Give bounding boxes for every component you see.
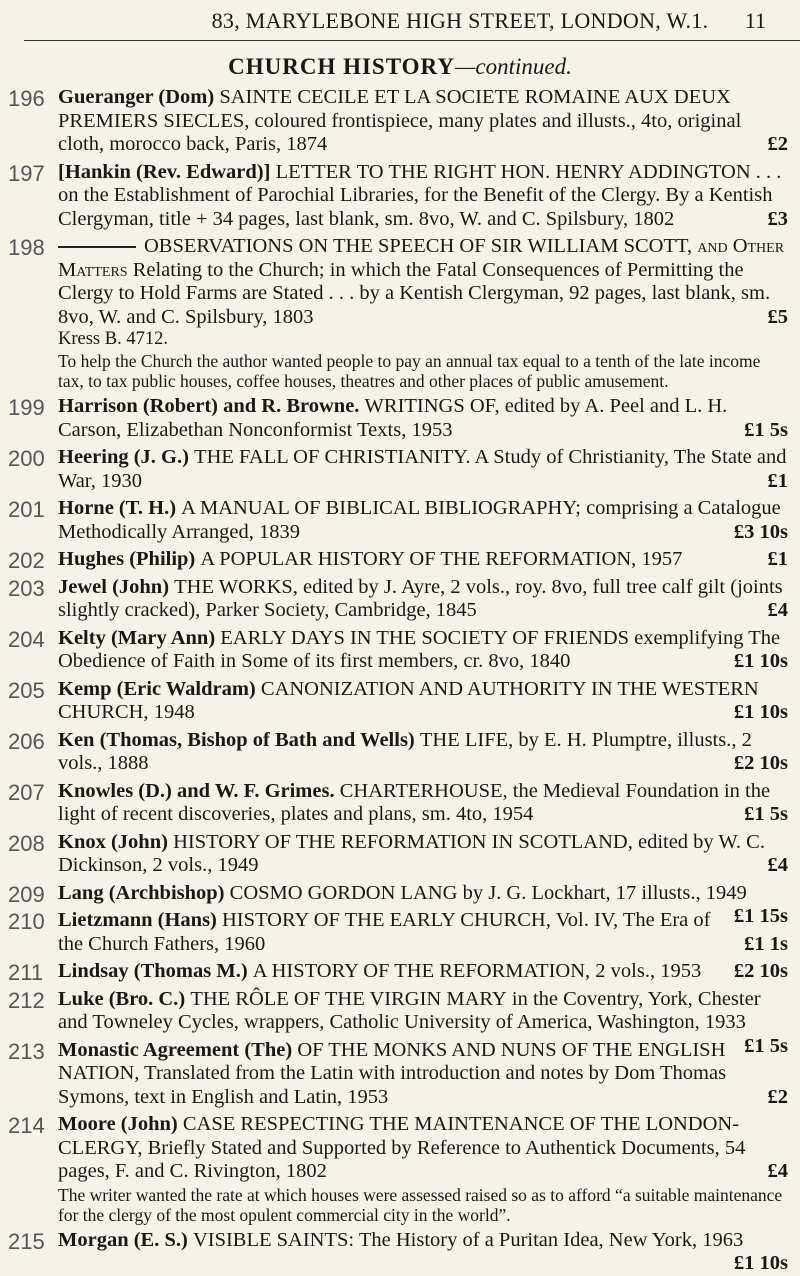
- entry-description: on the Establishment of Parochial Libraries, for the Benefit of the Clergy. By a Kentish Clergyman, title + 34 pages, last blank, sm. 8vo, W. and C. Spilsbury, 1802: [58, 184, 773, 230]
- section-title: [0, 54, 800, 80]
- entry-title: THE FALL OF CHRISTIANITY.: [194, 446, 471, 468]
- entry-description: edited by W. C. Dickinson, 2 vols., 1949: [58, 830, 765, 876]
- entry-body: [58, 831, 788, 878]
- section-title-suffix: —continued.: [454, 54, 572, 79]
- entry-number: 196: [8, 86, 45, 111]
- entry-number: 209: [8, 881, 45, 907]
- entry-author: Lindsay (Thomas M.): [58, 960, 248, 982]
- entry-description: 2 vols., 1953: [590, 960, 702, 982]
- entry-title: LETTER TO THE RIGHT HON. HENRY ADDINGTON . . .: [275, 160, 782, 183]
- entry-author: Lang (Archbishop): [58, 881, 225, 904]
- entry-author: Ken (Thomas, Bishop of Bath and Wells): [58, 728, 415, 751]
- entry-price: £2 10s: [733, 960, 788, 982]
- entry-title: THE RÔLE OF THE VIRGIN MARY: [190, 987, 507, 1010]
- catalogue-entry: [0, 627, 800, 674]
- entry-reference: Kress B. 4712.: [58, 329, 168, 349]
- entry-description: The History of a Puritan Idea, New York, 1963: [354, 1228, 744, 1251]
- entry-author: Gueranger (Dom): [58, 86, 215, 108]
- catalogue-entry: [0, 235, 800, 391]
- entry-text: [58, 960, 788, 984]
- entry-title: COSMO GORDON LANG: [229, 881, 458, 904]
- catalogue-entry: [0, 1039, 800, 1110]
- entry-author: Kemp (Eric Waldram): [58, 677, 256, 700]
- entry-description: coloured frontispiece, many plates and illusts., 4to, original cloth, morocco back, Paris, 1874: [58, 109, 742, 155]
- entry-title: EARLY DAYS IN THE SOCIETY OF FRIENDS: [220, 626, 630, 649]
- entry-number: 207: [8, 779, 45, 805]
- entry-title: CANONIZATION AND AUTHORITY IN THE WESTERN CHURCH,: [58, 677, 759, 723]
- entry-description: by J. G. Lockhart, 17 illusts., 1949: [457, 881, 747, 904]
- entry-text: [58, 86, 788, 157]
- entry-note: To help the Church the author wanted people to pay an annual tax equal to a tenth of the late income tax, to tax public houses, coffee houses, theatres and other places of public amusement.: [58, 351, 761, 391]
- entry-title: CASE RESPECTING THE MAINTENANCE OF THE LONDON-CLERGY,: [58, 1113, 740, 1159]
- entry-title: THE WORKS,: [174, 575, 298, 598]
- page-number: 11: [744, 8, 766, 33]
- entry-text: [58, 548, 788, 572]
- shop-address: 83, MARYLEBONE HIGH STREET, LONDON, W.1.: [211, 8, 709, 33]
- entry-body: [58, 86, 788, 157]
- entry-author: Kelty (Mary Ann): [58, 626, 216, 649]
- entry-title: OF THE MONKS AND NUNS OF THE ENGLISH NATION,: [58, 1038, 726, 1084]
- entry-price: £1 10s: [733, 1252, 788, 1274]
- entry-description: Translated from the Latin with introduction and notes by Dom Thomas Symons, text in English and Latin, 1953: [58, 1062, 727, 1108]
- entry-author: Luke (Bro. C.): [58, 987, 186, 1010]
- entry-author: Harrison (Robert) and R. Browne.: [58, 395, 360, 417]
- entry-body: [58, 446, 788, 493]
- entry-number: 213: [8, 1038, 45, 1064]
- entry-body: [58, 960, 788, 984]
- entry-description: A Study of Christianity, The State and War, 1930: [58, 446, 787, 492]
- entry-price: £1 5s: [744, 803, 788, 825]
- entry-body: [58, 729, 788, 776]
- same-author-dash: [58, 246, 136, 248]
- entry-author: [Hankin (Rev. Edward)]: [58, 160, 271, 183]
- entry-number: 215: [8, 1228, 45, 1254]
- entry-description: Briefly Stated and Supported by Reference to Authentick Documents, 54 pages, F. and C. Rivington, 1802: [58, 1136, 746, 1182]
- entry-author: Moore (John): [58, 1113, 178, 1135]
- entry-body: [58, 548, 788, 572]
- entry-author: Knox (John): [58, 830, 168, 853]
- entry-title: HISTORY OF THE EARLY CHURCH,: [222, 909, 551, 931]
- entry-text: [58, 1228, 788, 1274]
- entry-author: Jewel (John): [58, 575, 170, 598]
- entry-author: Hughes (Philip): [58, 548, 196, 570]
- entry-price: £1 1s: [744, 932, 788, 955]
- entry-price: £1: [767, 548, 788, 570]
- entry-number: 203: [8, 575, 45, 601]
- entry-number: 204: [8, 626, 45, 652]
- entry-title: OBSERVATIONS ON THE SPEECH OF SIR WILLIAM SCOTT, and Other Matters: [58, 235, 785, 281]
- entry-title: A MANUAL OF BIBLICAL BIBLIOGRAPHY;: [181, 497, 581, 519]
- entry-description: 1948: [148, 701, 195, 723]
- entry-note: The writer wanted the rate at which houses were assessed raised so as to afford “a suitable maintenance for the clergy of the most opulent commercial city in the world”.: [58, 1184, 783, 1225]
- entry-price: £1 5s: [744, 418, 788, 441]
- entry-text: [58, 1113, 788, 1184]
- entry-text: [58, 497, 788, 544]
- entry-description: comprising a Catalogue Methodically Arranged, 1839: [58, 497, 781, 543]
- entry-author: Monastic Agreement (The): [58, 1038, 293, 1061]
- entry-description: in the Coventry, York, Chester and Towneley Cycles, wrappers, Catholic University of America, Washington, 1933: [58, 987, 761, 1033]
- entry-body: [58, 627, 788, 674]
- header-rule: [24, 40, 800, 41]
- entry-number: 200: [8, 446, 45, 471]
- catalogue-entry: [0, 1113, 800, 1225]
- catalogue-entry: [0, 780, 800, 827]
- entry-price: £2 10s: [733, 752, 788, 774]
- entry-body: [58, 909, 788, 956]
- entry-price: £1 10s: [733, 650, 788, 672]
- entry-price: £1 15s: [733, 905, 788, 927]
- catalogue-entry: [0, 678, 800, 725]
- entry-price: £2: [767, 133, 788, 155]
- entry-body: [58, 678, 788, 725]
- entry-number: 206: [8, 728, 45, 754]
- entry-number: 212: [8, 987, 45, 1013]
- entry-text: [58, 678, 788, 725]
- entry-title: HISTORY OF THE REFORMATION IN SCOTLAND,: [173, 830, 633, 853]
- entry-price: £5: [767, 305, 788, 328]
- entry-text: [58, 627, 788, 674]
- entry-price: £1: [767, 469, 788, 492]
- entry-description: Relating to the Church; in which the Fatal Consequences of Permitting the Clergy to Hold Farms are Stated . . . by a Kentish Clergyman, 92 pages, last blank, sm. 8vo, W. and C. Spilsbury, 1803: [58, 258, 771, 328]
- entry-number: 208: [8, 830, 45, 856]
- entry-price: £1 5s: [744, 1034, 788, 1057]
- entry-text: [58, 161, 788, 232]
- catalogue-entry: [0, 161, 800, 232]
- entry-number: 198: [8, 235, 45, 260]
- entry-title: CHARTERHOUSE,: [339, 779, 508, 802]
- entry-body: [58, 780, 788, 827]
- entry-text: [58, 729, 788, 776]
- entry-list: [0, 86, 800, 1276]
- entry-description: edited by A. Peel and L. H. Carson, Elizabethan Nonconformist Texts, 1953: [58, 395, 728, 441]
- section-title-text: CHURCH HISTORY: [228, 54, 455, 79]
- page-header: [0, 4, 800, 44]
- entry-number: 211: [8, 960, 44, 985]
- entry-price: £4: [767, 599, 788, 621]
- entry-body: [58, 1228, 788, 1274]
- entry-price: £3 10s: [733, 520, 788, 543]
- entry-number: 214: [8, 1113, 45, 1138]
- entry-text: [58, 831, 788, 878]
- entry-price: £4: [767, 1160, 788, 1182]
- entry-text: [58, 780, 788, 827]
- entry-price: £3: [767, 207, 788, 230]
- catalogue-entry: [0, 548, 800, 572]
- catalogue-entry: [0, 909, 800, 956]
- entry-author: Morgan (E. S.): [58, 1228, 188, 1251]
- entry-title: A POPULAR HISTORY OF THE REFORMATION,: [200, 548, 637, 570]
- entry-number: 197: [8, 160, 45, 186]
- catalogue-entry: [0, 576, 800, 623]
- entry-description: Vol. IV, The Era of the Church Fathers, 1960: [58, 909, 711, 955]
- entry-title: A HISTORY OF THE REFORMATION,: [252, 960, 591, 982]
- entry-title: WRITINGS OF,: [364, 395, 500, 417]
- entry-body: [58, 235, 788, 391]
- entry-body: [58, 1113, 788, 1225]
- entry-price: £1 10s: [733, 701, 788, 723]
- entry-text: [58, 909, 788, 956]
- entry-description: exemplifying The Obedience of Faith in Some of its first members, cr. 8vo, 1840: [58, 626, 781, 672]
- entry-body: [58, 1039, 788, 1110]
- catalogue-entry: [0, 1228, 800, 1274]
- entry-description: edited by J. Ayre, 2 vols., roy. 8vo, full tree calf gilt (joints slightly cracked), Parker Society, Cambridge, 1845: [58, 575, 783, 621]
- entry-price: £2: [767, 1085, 788, 1108]
- entry-author: Horne (T. H.): [58, 497, 177, 519]
- entry-text: [58, 446, 788, 493]
- catalogue-entry: [0, 395, 800, 442]
- catalogue-entry: [0, 497, 800, 544]
- entry-price: £4: [767, 854, 788, 876]
- entry-number: 199: [8, 395, 45, 420]
- entry-description: the Medieval Foundation in the light of recent discoveries, plates and plans, sm. 4to, 1954: [58, 779, 771, 825]
- entry-number: 210: [8, 909, 45, 934]
- entry-number: 205: [8, 677, 45, 703]
- entry-number: 202: [8, 548, 45, 573]
- entry-author: Knowles (D.) and W. F. Grimes.: [58, 779, 335, 802]
- catalogue-entry: [0, 446, 800, 493]
- entry-body: [58, 497, 788, 544]
- entry-text: [58, 235, 788, 329]
- entry-title: THE LIFE,: [419, 728, 514, 751]
- entry-title: SAINTE CECILE ET LA SOCIETE ROMAINE AUX DEUX PREMIERS SIECLES,: [58, 86, 731, 132]
- entry-number: 201: [8, 497, 45, 522]
- entry-description: 1957: [636, 548, 683, 570]
- catalogue-entry: [0, 729, 800, 776]
- catalogue-entry: [0, 831, 800, 878]
- entry-text: [58, 395, 788, 442]
- entry-body: [58, 395, 788, 442]
- entry-text: [58, 576, 788, 623]
- entry-body: [58, 161, 788, 232]
- catalogue-entry: [0, 960, 800, 984]
- catalogue-entry: [0, 86, 800, 157]
- entry-body: [58, 576, 788, 623]
- entry-text: [58, 1039, 788, 1110]
- entry-description: by E. H. Plumptre, illusts., 2 vols., 1888: [58, 728, 752, 774]
- entry-author: Heering (J. G.): [58, 446, 189, 468]
- entry-title: VISIBLE SAINTS:: [192, 1228, 355, 1251]
- entry-author: Lietzmann (Hans): [58, 909, 217, 931]
